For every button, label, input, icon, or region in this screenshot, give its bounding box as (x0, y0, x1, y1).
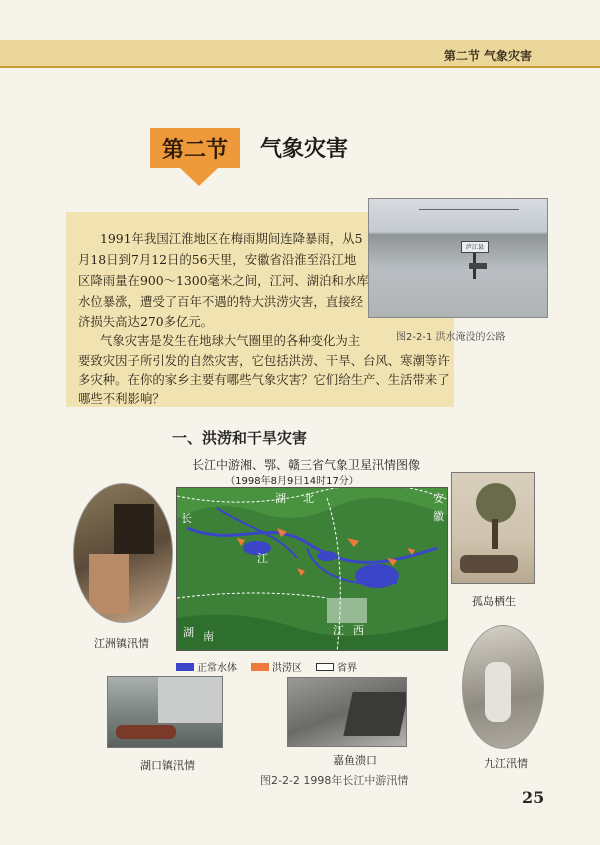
legend-normal-water: 正常水体 (197, 663, 237, 674)
legend-normal-water-swatch (176, 663, 194, 671)
intro-line-1: 1991年我国江淮地区在梅雨期间连降暴雨，从5 (100, 231, 363, 246)
photo-main-caption: 图2-2-1 洪水淹没的公路 (396, 332, 506, 343)
intro-line-6: 气象灾害是发生在地球大气圈里的各种变化为主 (100, 333, 361, 348)
intro-line-3: 区降雨量在900～1300毫米之间，江河、湖泊和水库 (78, 273, 369, 288)
intro-line-7: 要致灾因子所引发的自然灾害，它包括洪涝、干旱、台风、寒潮等许 (78, 353, 450, 368)
legend-border-swatch (316, 663, 334, 671)
jiujiang-person (485, 662, 511, 722)
map-label-nan: 南 (203, 630, 214, 643)
map-title: 长江中游湘、鄂、赣三省气象卫星汛情图像 (191, 458, 420, 472)
jiangzhou-person (89, 554, 129, 614)
intro-line-9: 哪些不利影响？ (78, 391, 165, 406)
jiangzhou-label: 江洲镇汛情 (94, 637, 149, 650)
gudao-photo (451, 472, 535, 584)
map-subtitle: （1998年8月9日14时17分） (225, 476, 359, 487)
legend-border: 省界 (337, 663, 357, 674)
map-label-jiang2: 江 (333, 624, 344, 637)
tree (476, 483, 516, 523)
hukou-boat (116, 725, 176, 739)
map-label-xi: 西 (353, 624, 364, 637)
gudao-label: 孤岛栖生 (472, 595, 516, 608)
map-label-hu1: 湖 (275, 492, 286, 505)
section-heading-floods: 一、洪涝和干旱灾害 (172, 429, 308, 447)
section-label-pointer (180, 168, 218, 186)
jiangzhou-photo (73, 483, 173, 623)
satellite-flood-map (176, 487, 448, 651)
intro-line-2: 月18日到7月12日的56天里，安徽省沿淮至沿江地 (78, 252, 357, 267)
jiangzhou-door (114, 504, 154, 554)
map-label-hu2: 湖 (183, 626, 194, 639)
intro-line-4: 水位暴涨，遭受了百年不遇的特大洪涝灾害，直接经 (78, 294, 363, 309)
section-title: 气象灾害 (260, 136, 349, 162)
map-legend (176, 659, 357, 674)
jiayu-label: 嘉鱼溃口 (333, 754, 377, 767)
legend-flood-swatch (251, 663, 269, 671)
section-label-box: 第二节 (150, 128, 240, 168)
figure-caption: 图2-2-2 1998年长江中游汛情 (260, 774, 409, 787)
legend-flood: 洪涝区 (272, 663, 302, 674)
boat (460, 555, 518, 573)
intro-line-5: 济损失高达270多亿元。 (78, 314, 214, 329)
poles (419, 209, 519, 231)
hukou-building (158, 677, 223, 723)
satellite-map-graphic (177, 488, 448, 651)
intro-line-8: 多灾种。在你的家乡主要有哪些气象灾害？它们给生产、生活带来了 (78, 372, 450, 387)
jiayu-breach (343, 692, 407, 736)
map-label-bei: 北 (303, 492, 314, 505)
map-label-jiang: 江 (257, 552, 268, 565)
jiujiang-label: 九江汛情 (484, 757, 528, 770)
map-label-chang: 长 (181, 512, 192, 525)
page-number: 25 (522, 788, 545, 807)
road-sign: 庐江县 (461, 241, 489, 253)
flooded-road-photo (368, 198, 548, 318)
running-header-title: 第二节 气象灾害 (443, 49, 532, 63)
tree-trunk (492, 519, 498, 549)
map-label-hui: 徽 (433, 510, 444, 523)
map-label-an: 安 (433, 492, 444, 505)
jiayu-photo (287, 677, 407, 747)
sign-plate (469, 263, 487, 269)
hukou-photo (107, 676, 223, 748)
jiujiang-photo (462, 625, 544, 749)
hukou-label: 湖口镇汛情 (140, 759, 195, 772)
